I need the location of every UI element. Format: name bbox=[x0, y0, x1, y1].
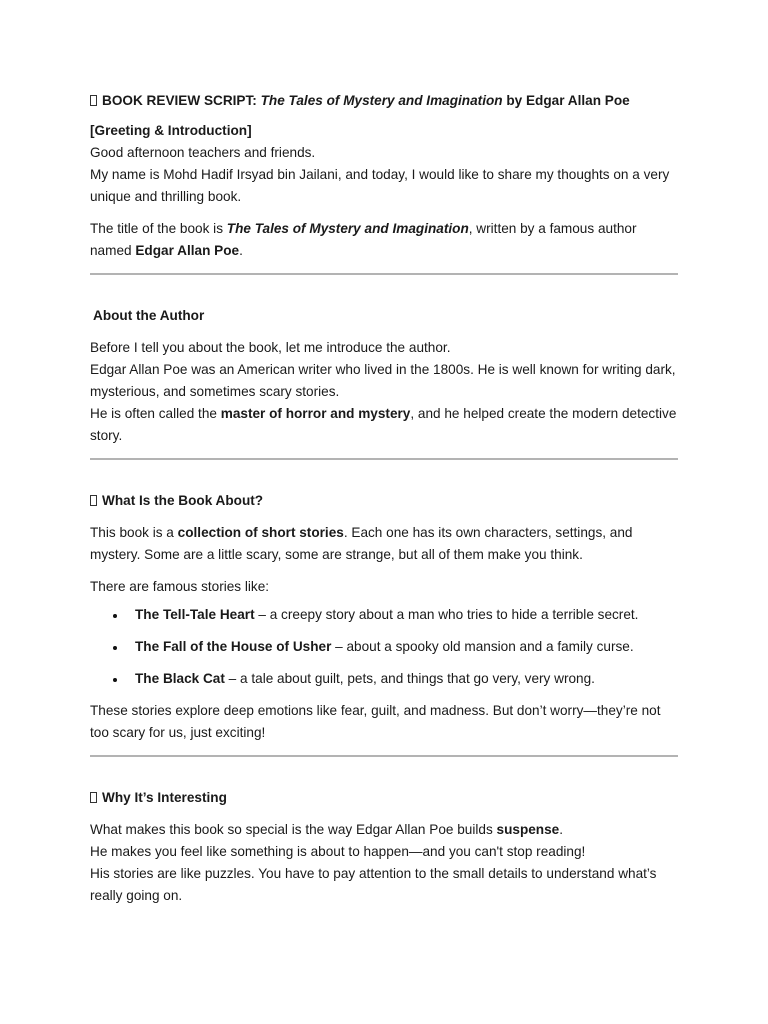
book-about-heading-text: What Is the Book About? bbox=[102, 493, 264, 508]
author-line-3-pre: He is often called the bbox=[90, 406, 221, 421]
interesting-line-1-post: . bbox=[559, 822, 564, 837]
list-item bbox=[110, 668, 680, 690]
story-list bbox=[90, 604, 680, 690]
book-title-end: . bbox=[239, 243, 243, 258]
interesting-line-3: His stories are like puzzles. You have to pay attention to the small details to understand what’s really going on. bbox=[90, 866, 657, 903]
story-description: – a creepy story about a man who tries to hide a terrible secret. bbox=[254, 607, 639, 622]
intro-heading: [Greeting & Introduction] bbox=[90, 123, 252, 138]
book-about-paragraph-2: There are famous stories like: bbox=[90, 579, 270, 594]
book-title-mid: , written by a famous author named bbox=[90, 221, 637, 258]
book-about-paragraph-1 bbox=[90, 522, 680, 566]
missing-emoji-icon bbox=[90, 792, 97, 803]
section-divider bbox=[90, 273, 678, 275]
story-description: – a tale about guilt, pets, and things that go very, very wrong. bbox=[224, 671, 595, 686]
interesting-line-1 bbox=[90, 819, 680, 841]
author-line-2: Edgar Allan Poe was an American writer who lived in the 1800s. He is well known for writing dark, mysterious, and sometimes scary stories. bbox=[90, 362, 676, 399]
book-about-heading bbox=[90, 490, 680, 512]
missing-emoji-icon bbox=[90, 95, 97, 106]
book-about-p1-post: . Each one has its own characters, settings, and mystery. Some are a little scary, some are strange, but all of them make you think. bbox=[90, 525, 633, 562]
interesting-line-2: He makes you feel like something is about to happen—and you can't stop reading! bbox=[90, 844, 586, 859]
story-title: The Fall of the House of Usher bbox=[135, 639, 332, 654]
interesting-heading-text: Why It’s Interesting bbox=[102, 790, 227, 805]
book-about-paragraph-3: These stories explore deep emotions like fear, guilt, and madness. But don’t worry—they’re not too scary for us, just exciting! bbox=[90, 703, 661, 740]
list-item bbox=[110, 604, 680, 626]
document-title bbox=[90, 90, 680, 112]
book-title-name: The Tales of Mystery and Imagination bbox=[226, 221, 469, 236]
story-title: The Tell-Tale Heart bbox=[135, 607, 255, 622]
author-line-3 bbox=[90, 403, 680, 447]
author-heading: About the Author bbox=[93, 308, 205, 323]
interesting-line-1-bold: suspense bbox=[496, 822, 560, 837]
story-title: The Black Cat bbox=[135, 671, 225, 686]
book-about-p1-pre: This book is a bbox=[90, 525, 178, 540]
section-divider bbox=[90, 755, 678, 757]
interesting-line-1-pre: What makes this book so special is the way Edgar Allan Poe builds bbox=[90, 822, 497, 837]
story-description: – about a spooky old mansion and a family curse. bbox=[331, 639, 634, 654]
section-divider bbox=[90, 458, 678, 460]
list-item bbox=[110, 636, 680, 658]
book-author-name: Edgar Allan Poe bbox=[135, 243, 240, 258]
title-book-name: The Tales of Mystery and Imagination bbox=[260, 93, 503, 108]
author-line-1: Before I tell you about the book, let me introduce the author. bbox=[90, 340, 451, 355]
book-title-pre: The title of the book is bbox=[90, 221, 227, 236]
author-line-3-post: , and he helped create the modern detective story. bbox=[90, 406, 677, 443]
title-author: by Edgar Allan Poe bbox=[502, 93, 630, 108]
name-line: My name is Mohd Hadif Irsyad bin Jailani, and today, I would like to share my thoughts on a very unique and thrilling book. bbox=[90, 167, 670, 204]
interesting-heading bbox=[90, 787, 680, 809]
greeting-line: Good afternoon teachers and friends. bbox=[90, 145, 316, 160]
title-prefix: BOOK REVIEW SCRIPT: bbox=[102, 93, 261, 108]
book-about-p1-bold: collection of short stories bbox=[177, 525, 344, 540]
missing-emoji-icon bbox=[90, 495, 97, 506]
book-title-paragraph bbox=[90, 218, 680, 262]
author-line-3-bold: master of horror and mystery bbox=[220, 406, 411, 421]
document-body bbox=[90, 90, 680, 907]
